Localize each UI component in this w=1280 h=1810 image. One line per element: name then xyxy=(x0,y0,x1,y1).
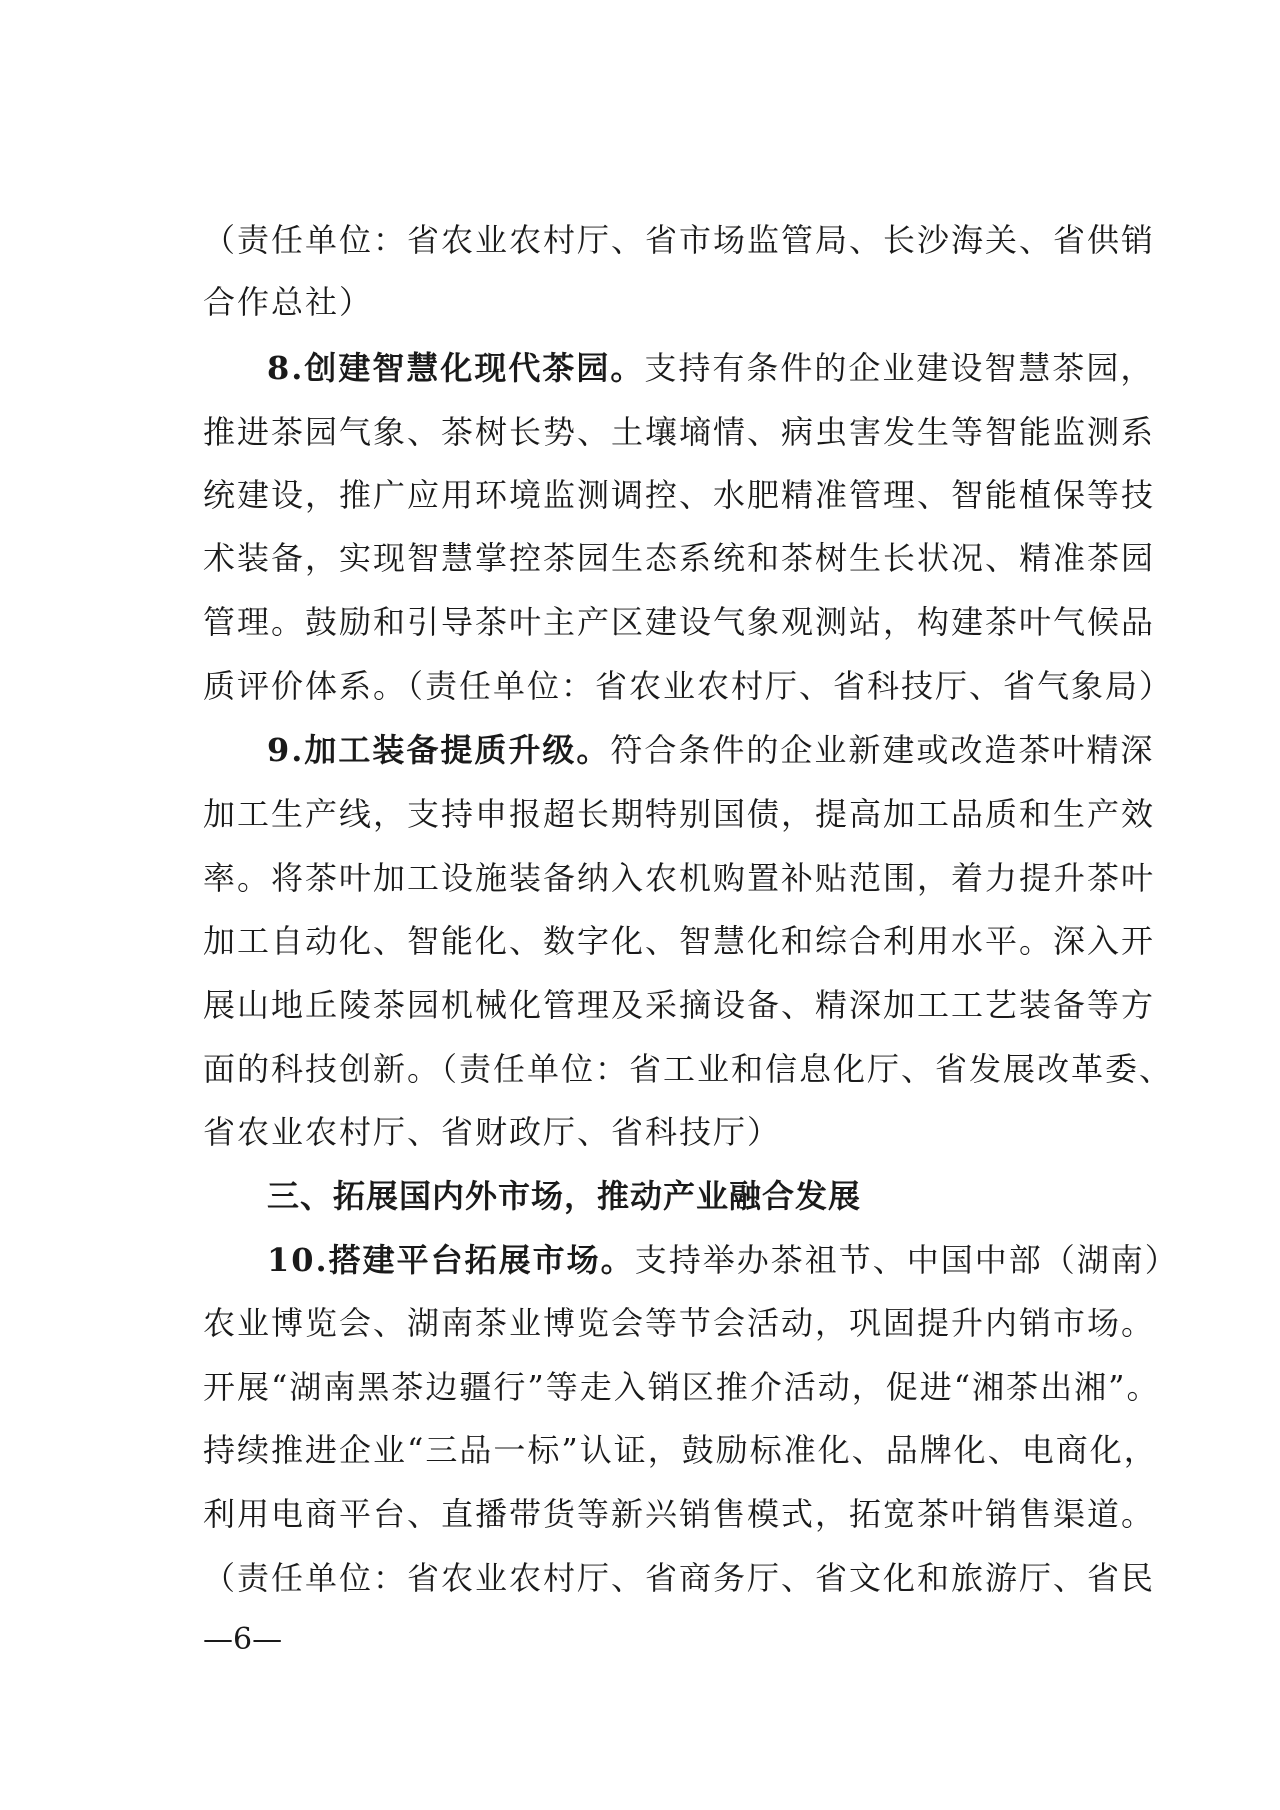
text-line: 符合条件的企业新建或改造茶叶精深 xyxy=(610,731,1155,769)
section-3-heading xyxy=(267,1174,1207,1218)
item-8-line xyxy=(203,473,1156,517)
item-9-line xyxy=(203,856,1156,900)
text-line: 管理。鼓励和引导茶叶主产区建设气象观测站，构建茶叶气候品 xyxy=(203,603,1156,641)
text-line: 加工自动化、智能化、数字化、智慧化和综合利用水平。深入开 xyxy=(203,922,1156,960)
text-line: 支持有条件的企业建设智慧茶园， xyxy=(644,349,1155,387)
item-9-line xyxy=(203,792,1156,836)
text-line: 农业博览会、湖南茶业博览会等节会活动，巩固提升内销市场。 xyxy=(203,1304,1156,1342)
text-line: 术装备，实现智慧掌控茶园生态系统和茶树生长状况、精准茶园 xyxy=(203,539,1156,577)
text-line: 加工生产线，支持申报超长期特别国债，提高加工品质和生产效 xyxy=(203,795,1156,833)
item-10-first-line xyxy=(267,1238,1207,1282)
item-10-line xyxy=(203,1365,1161,1409)
item-8-line xyxy=(203,410,1156,454)
text-line: 支持举办茶祖节、中国中部（湖南） xyxy=(634,1241,1179,1279)
item-8-line xyxy=(203,536,1156,580)
text-line: 推进茶园气象、茶树长势、土壤墒情、病虫害发生等智能监测系 xyxy=(203,413,1156,451)
item-9-line xyxy=(203,1110,1143,1154)
page-number: —6— xyxy=(203,1622,283,1657)
text-line: 面的科技创新。（责任单位：省工业和信息化厅、省发展改革委、 xyxy=(203,1050,1174,1088)
item-8-line xyxy=(203,600,1156,644)
item-10-line xyxy=(203,1556,1156,1600)
responsibility-note-7 xyxy=(203,218,1156,262)
item-8-line xyxy=(203,664,1174,708)
item-9-title: 9.加工装备提质升级。 xyxy=(267,731,611,769)
text-line: （责任单位：省农业农村厅、省市场监管局、长沙海关、省供销 xyxy=(203,221,1156,259)
text-line: 率。将茶叶加工设施装备纳入农机购置补贴范围，着力提升茶叶 xyxy=(203,859,1156,897)
text-line: 合作总社） xyxy=(203,283,374,321)
text-line: 持续推进企业“三品一标”认证，鼓励标准化、品牌化、电商化， xyxy=(203,1431,1158,1469)
item-9-first-line xyxy=(267,728,1207,772)
text-line: 统建设，推广应用环境监测调控、水肥精准管理、智能植保等技 xyxy=(203,476,1156,514)
text-line: 开展“湖南黑茶边疆行”等走入销区推介活动，促进“湘茶出湘”。 xyxy=(203,1368,1161,1406)
item-9-line xyxy=(203,919,1156,963)
text-line: 展山地丘陵茶园机械化管理及采摘设备、精深加工工艺装备等方 xyxy=(203,986,1156,1024)
section-heading: 三、拓展国内外市场，推动产业融合发展 xyxy=(267,1177,862,1215)
responsibility-note-7-cont xyxy=(203,280,1143,324)
text-line: 利用电商平台、直播带货等新兴销售模式，拓宽茶叶销售渠道。 xyxy=(203,1495,1156,1533)
item-10-line xyxy=(203,1492,1156,1536)
item-9-line xyxy=(203,1047,1174,1091)
item-8-title: 8.创建智慧化现代茶园。 xyxy=(267,349,645,387)
text-line: 省农业农村厅、省财政厅、省科技厅） xyxy=(203,1113,782,1151)
item-8-first-line xyxy=(267,346,1207,390)
item-9-line xyxy=(203,983,1156,1027)
item-10-title: 10.搭建平台拓展市场。 xyxy=(267,1241,635,1279)
item-10-line xyxy=(203,1428,1158,1472)
item-10-line xyxy=(203,1301,1156,1345)
text-line: 质评价体系。（责任单位：省农业农村厅、省科技厅、省气象局） xyxy=(203,667,1174,705)
text-line: （责任单位：省农业农村厅、省商务厅、省文化和旅游厅、省民 xyxy=(203,1559,1156,1597)
